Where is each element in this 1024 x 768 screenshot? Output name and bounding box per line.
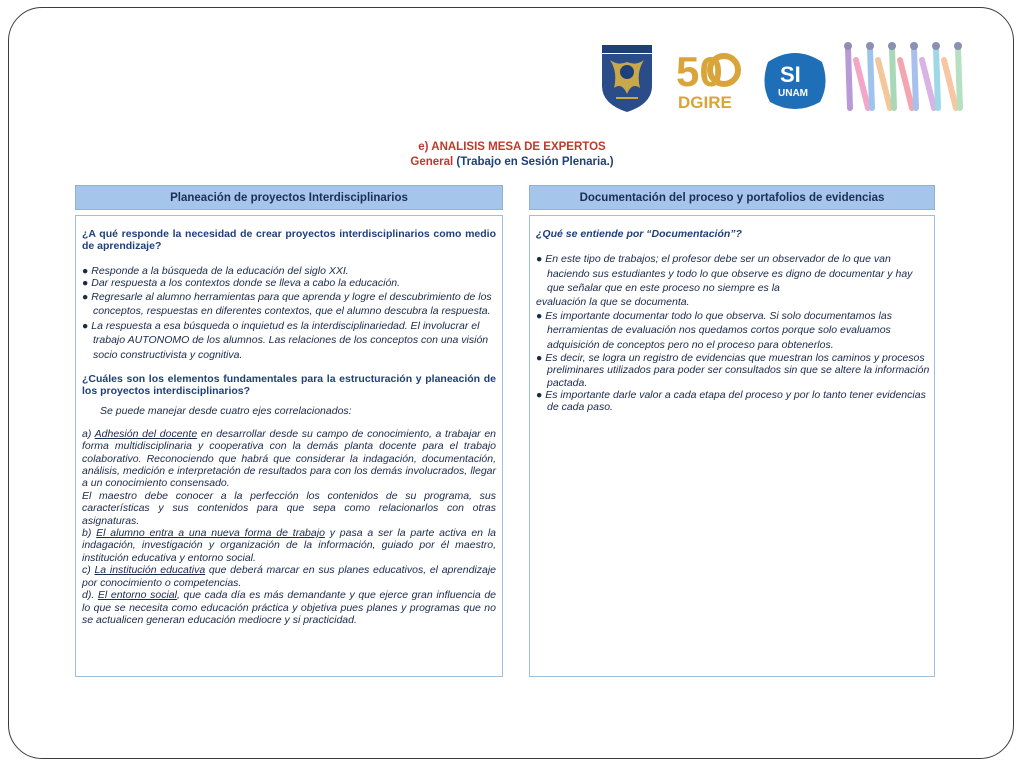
item-a-title: Adhesión del docente [94,427,198,440]
left-item-a [82,428,496,490]
item-d-text: , que cada día es más demandante y que ejerce gran influencia de lo que se necesita como educación práctica y objetiva pues planes y programas que no se actualicen generan educación mediocre y si practicidad. [82,589,496,626]
item-a-prefix: a) [82,427,92,440]
dgire-50-logo [672,42,746,114]
item-b-prefix: b) [82,527,92,540]
item-c-text: que deberá marcar en sus planes educativos, el aprendizaje por conocimiento o competencias. [82,564,497,589]
left-question-2: ¿Cuáles son los elementos fundamentales para la estructuración y planeación de los proyectos interdisciplinarios? [82,372,496,397]
item-b-title: El alumno entra a una nueva forma de trabajo [96,527,325,540]
item-a-text: en desarrollar desde su campo de conocimiento, a trabajar en forma multidisciplinaria y cooperativa con la demás planta docente para el trabajo colaborativo. Reconociendo que habrá que considerar la indagación, documentación, análisis, medición e interpretación de resultados para con los demás involucrados, llegar a un conocimiento consensado. [82,427,497,490]
left-bullet-1: ● Responde a la búsqueda de la educación del siglo XXI. [82,264,349,277]
left-item-b [82,527,496,564]
right-bullet-3: ● Es decir, se logra un registro de evidencias que muestran los caminos y procesos preliminares utilizados para poder ser consultados sin que se altere la información pactada. [536,351,930,389]
section-title: e) ANALISIS MESA DE EXPERTOS [418,141,606,153]
left-item-a-2: El maestro debe conocer a la perfección los contenidos de su programa, sus características y sus contenidos para que sepa como relacionarlos con otras asignaturas. [82,489,496,527]
item-d-title: El entorno social [97,589,177,602]
left-item-d [82,589,496,626]
item-b-text: y pasa a ser la parte activa en la indagación, investigación y organización de la información, guiado por él maestro, institución educativa y entorno social. [82,527,496,564]
left-bullet-2: ● Dar respuesta a los contextos donde se lleva a cabo la educación. [82,277,401,290]
subtitle-session: (Trabajo en Sesión Plenaria.) [456,156,614,168]
dgire-text: DGIRE [678,93,732,112]
right-bullet-1-tail: evaluación la que se documenta. [536,296,690,309]
dgire-50-number: 50 [676,48,723,95]
item-d-prefix: d). [82,589,95,602]
left-question-1: ¿A qué responde la necesidad de crear proyectos interdisciplinarios como medio de aprendizaje? [82,228,496,253]
left-item-c [82,564,496,589]
left-panel-header [75,185,503,210]
left-panel-header-text: Planeación de proyectos Interdisciplinarios [170,191,408,204]
unam-text: UNAM [778,88,808,99]
left-bullet-3: ● Regresarle al alumno herramientas para que aprenda y logre el descubrimiento de los conceptos, respuestas en diferentes contextos, que el alumno descubra la respuesta. [82,290,492,318]
logo-strip [596,40,972,116]
right-panel-content [536,228,930,414]
right-panel-header-text: Documentación del proceso y portafolios de evidencias [579,191,885,204]
unam-shield-logo [596,42,658,114]
left-panel-content [82,228,496,626]
si-text: SI [780,62,801,87]
left-bullet-4: ● La respuesta a esa búsqueda o inquietud es la interdisciplinariedad. El involucrar el trabajo AUTONOMO de los alumnos. Las relaciones de los conceptos con una visión socio constructivista y cognitiva. [82,319,489,361]
right-bullet-1: ● En este tipo de trabajos; el profesor debe ser un observador de lo que van haciendo sus estudiantes y todo lo que observe es digno de documentar y hay que señalar que en este proceso no siempre es la [536,253,913,294]
right-bullet-4: ● Es importante darle valor a cada etapa del proceso y por lo tanto tener evidencias de cada paso. [536,389,926,414]
item-c-prefix: c) [82,564,91,577]
right-panel-header [529,185,935,210]
subtitle-general: General [410,156,454,168]
si-unam-logo [760,44,830,114]
item-c-title: La institución educativa [94,564,206,577]
left-intro: Se puede manejar desde cuatro ejes correlacionados: [100,405,352,418]
colored-bars-logo [842,40,968,116]
right-question-1: ¿Qué se entiende por “Documentación”? [536,228,742,240]
right-bullet-2: ● Es importante documentar todo lo que observa. Si solo documentamos las herramientas de evaluación nos quedamos cortos porque solo evaluamos adquisición de conceptos pero no el proceso para obtenerlos. [536,310,892,351]
section-subtitle [0,156,1024,168]
